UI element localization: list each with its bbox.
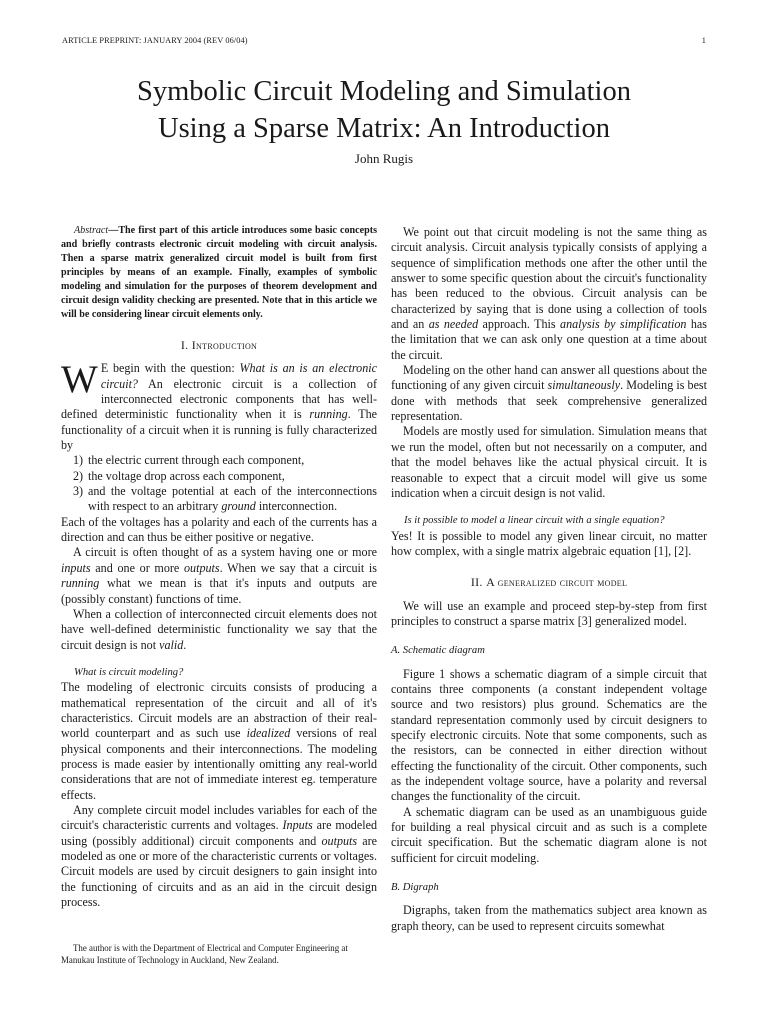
right-p1c: has the limitation that we can ask only one question at a time about the circuit.: [391, 317, 707, 362]
dropcap: W: [61, 358, 98, 402]
intro-question: What is an is an electronic circuit?: [100, 361, 377, 391]
subsection-b-heading: B. Digraph: [391, 882, 439, 894]
section-1-title: Introduction: [191, 338, 258, 352]
title-line-1: Symbolic Circuit Modeling and Simulation: [137, 76, 631, 107]
right-as-needed: as needed: [428, 317, 479, 332]
right-simultaneously: simultaneously: [547, 378, 621, 393]
list-ground: ground: [221, 499, 256, 514]
abstract-label: Abstract: [74, 225, 109, 236]
modeling-p1a: The modeling of electronic circuits consists of producing a mathematical representation of the circuit and all of it's characteristics. Circuit models are an abstraction of their real-world counterpart and as such use: [61, 680, 377, 741]
modeling-heading: What is circuit modeling?: [74, 666, 184, 678]
right-p1a: We point out that circuit modeling is not the same thing as circuit analysis. Circuit analysis typically consists of applying a sequence of simplification methods one after the other until the answer to some specific question about the circuit's functionality has been reduced to the obvious. Circuit analysis can be characterized by saying that is done using a collection of tools and an: [391, 225, 707, 332]
abstract-dash: —: [108, 225, 119, 236]
section-1-number: I.: [180, 338, 189, 352]
intro-p4a: When a collection of interconnected circuit elements does not have well-defined deterministic functionality we say that the circuit design is not: [61, 606, 377, 652]
digraph-paragraph-1: Digraphs, taken from the mathematics subject area known as graph theory, can be used to represent circuits somewhat: [391, 903, 707, 933]
right-column: [391, 225, 707, 934]
intro-paragraph-3: [61, 545, 377, 606]
intro-running-2: running: [61, 576, 100, 591]
intro-paragraph-4: [61, 607, 377, 653]
page-number: 1: [701, 36, 706, 45]
subsection-a-heading: A. Schematic diagram: [391, 645, 485, 657]
answer-paragraph: Yes! It is possible to model any given linear circuit, no matter how complex, with a single matrix algebraic equation [1], [2].: [391, 528, 707, 558]
modeling-paragraph-2: [61, 803, 377, 910]
right-paragraph-2: [391, 363, 707, 424]
intro-p3b: and one or more: [90, 560, 184, 575]
paper-title: [0, 73, 768, 147]
intro-outputs: outputs: [184, 560, 220, 575]
question-heading: Is it possible to model a linear circuit with a single equation?: [404, 515, 665, 527]
section-2-heading: [391, 575, 707, 590]
abstract: [61, 224, 377, 322]
left-column: [61, 224, 377, 910]
right-p1b: approach. This: [478, 317, 561, 332]
list-item: [61, 453, 377, 468]
list-text: the voltage drop across each component,: [88, 468, 285, 483]
right-paragraph-1: [391, 225, 707, 363]
right-analysis-by-simplification: analysis by simplification: [560, 317, 687, 332]
intro-p3c: . When we say that a circuit is: [219, 560, 377, 575]
modeling-p2c: are modeled as one or more of the characteristic currents or voltages. Circuit models are used by circuit designers to gain insight into the functioning of circuits and as an aid in the circuit design process.: [61, 833, 377, 910]
intro-p1a: E begin with the question:: [100, 361, 240, 376]
schematic-paragraph-1: Figure 1 shows a schematic diagram of a simple circuit that contains three components (a constant independent voltage source and two resistors) plus ground. Schematics are the standard representation commonly used by circuit designers to specify electronic circuits. Note that some components, such as the resistors, can be connected in either direction without effecting the functionality of the circuit. Other components, such as the independent voltage source, have a polarity and reversal changes the functionality of the circuit.: [391, 666, 707, 804]
intro-running: running: [309, 407, 348, 422]
modeling-p2b: are modeled using (possibly additional) circuit components and: [61, 818, 377, 848]
modeling-outputs: outputs: [321, 833, 358, 848]
intro-p3d: what we mean is that it's inputs and outputs are (possibly constant) functions of time.: [61, 576, 377, 606]
schematic-paragraph-2: A schematic diagram can be used as an unambiguous guide for building a real physical circuit and as such is a complete circuit specification. But the schematic diagram alone is not sufficient for circuit modeling.: [391, 804, 707, 865]
right-paragraph-3: Models are mostly used for simulation. Simulation means that we run the model, often but not necessarily on a computer, and that the model behaves like the actual physical circuit. It is reasonable to expect that a circuit model will give us some indication when a circuit design is not valid.: [391, 424, 707, 500]
modeling-paragraph-1: [61, 680, 377, 803]
footnote: The author is with the Department of Electrical and Computer Engineering at Manukau Institute of Technology in Auckland, New Zealand.: [61, 943, 348, 966]
section-2-title: A generalized circuit model: [486, 575, 628, 590]
intro-p1c: . The functionality of a circuit when it is running is fully characterized by: [61, 407, 377, 453]
characteristics-list: [61, 453, 377, 514]
intro-paragraph-2: Each of the voltages has a polarity and each of the currents has a direction and can thus be either positive or negative.: [61, 514, 377, 545]
modeling-p2a: Any complete circuit model includes variables for each of the circuit's characteristic currents and voltages.: [61, 802, 377, 833]
intro-valid: valid: [159, 637, 184, 652]
modeling-idealized: idealized: [246, 726, 291, 741]
abstract-text: The first part of this article introduces some basic concepts and briefly contrasts electronic circuit modeling with circuit analysis. Then a sparse matrix generalized circuit model is built from first principles by means of an example. Finally, examples of symbolic modeling and simulation for the purposes of theorem development and circuit design validity checking are presented. Note that in this article we will be considering linear circuit elements only.: [61, 225, 377, 320]
section-1-heading: [61, 338, 377, 353]
intro-p4b: .: [183, 637, 187, 652]
list-text: and the voltage potential at each of the interconnections with respect to an arbitrary: [88, 484, 377, 514]
section-2-paragraph: We will use an example and proceed step-by-step from first principles to construct a sparse matrix [3] generalized model.: [391, 598, 707, 628]
modeling-p1b: versions of real physical components and their interconnections. The modeling process is made easier by intentionally omitting any real-world considerations that are not of immediate interest eg. temperature effects.: [61, 726, 378, 802]
intro-p1b: An electronic circuit is a collection of interconnected electronic components that has well-defined deterministic functionality when it is: [61, 376, 377, 422]
list-number: 2): [73, 468, 84, 483]
list-text-end: interconnection.: [255, 499, 338, 514]
intro-inputs: inputs: [61, 560, 91, 575]
list-number: 1): [73, 453, 84, 468]
list-item: [61, 469, 377, 484]
section-2-number: II.: [470, 575, 483, 590]
intro-p3a: A circuit is often thought of as a system having one or more: [73, 545, 377, 560]
intro-paragraph-1: [61, 358, 377, 453]
right-p2a: Modeling on the other hand can answer all questions about the functioning of any given circuit: [391, 363, 707, 393]
right-p2b: . Modeling is best done with methods that seek comprehensive generalized representation.: [391, 378, 708, 424]
title-line-2: Using a Sparse Matrix: An Introduction: [158, 113, 610, 144]
author: John Rugis: [354, 151, 414, 166]
running-header: [62, 36, 706, 50]
list-item: [61, 484, 377, 515]
modeling-inputs: Inputs: [282, 818, 313, 833]
header-left: ARTICLE PREPRINT: JANUARY 2004 (REV 06/04): [62, 36, 248, 45]
list-number: 3): [73, 484, 84, 499]
list-text: the electric current through each component,: [88, 453, 305, 468]
